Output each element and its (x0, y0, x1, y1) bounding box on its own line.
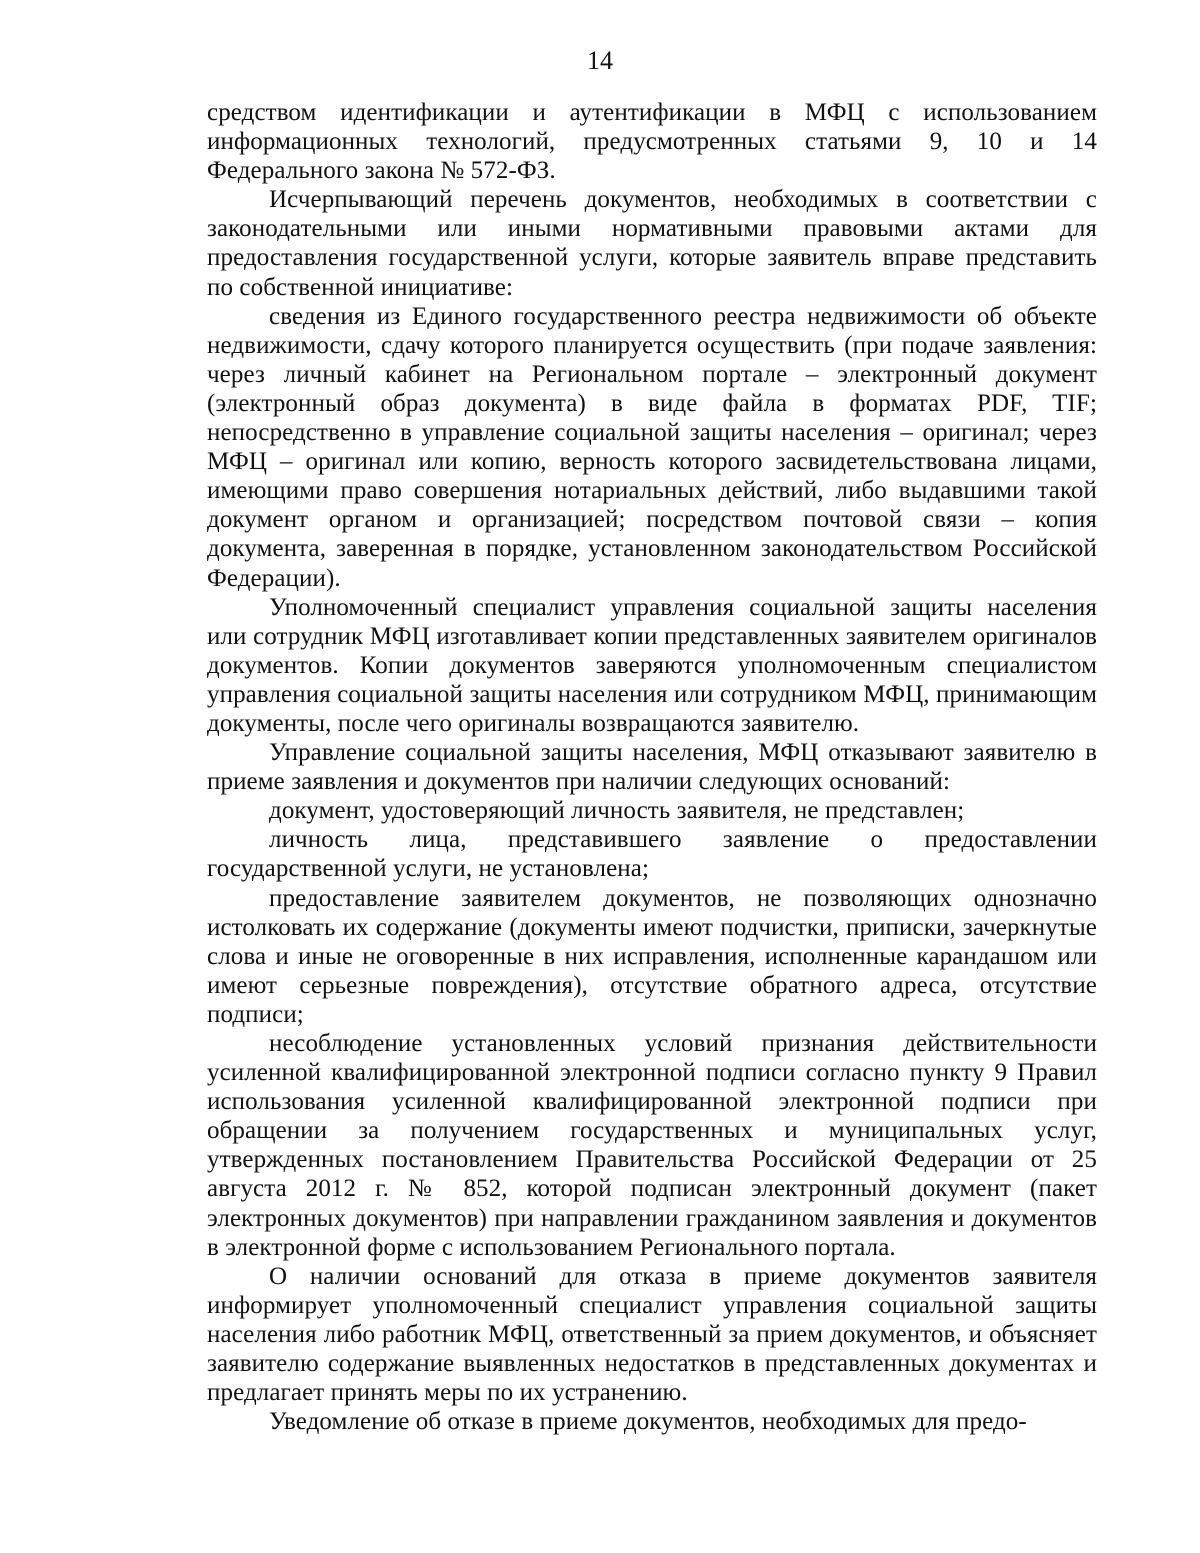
paragraph-informing: О наличии оснований для отказа в приеме документов заявителя информирует уполномоченный специалист управления социальной защиты населения либо работник МФЦ, ответственный за прием документов, и объясняет заявителю содержание выявленных недостатков в представленных документах и предлагает принять меры по их устранению. (207, 1262, 1097, 1407)
document-body (207, 98, 1097, 1436)
paragraph-refusal-grounds: Управление социальной защиты населения, МФЦ отказывают заявителю в приеме заявления и документов при наличии следующих оснований: (207, 739, 1097, 796)
paragraph-documents-list-intro: Исчерпывающий перечень документов, необходимых в соответствии с законодательными или иными нормативными правовыми актами для предоставления государственной услуги, которые заявитель вправе представить по собственной инициативе: (207, 186, 1097, 301)
list-item-unreadable-documents: предоставление заявителем документов, не позволяющих однозначно истолковать их содержание (документы имеют подчистки, приписки, зачеркнутые слова и иные не оговоренные в них исправления, исполненные карандашом или имеют серьезные повреждения), отсутствие обратного адреса, отсутствие подписи; (207, 884, 1097, 1028)
list-item-identity-not-established: личность лица, представившего заявление о предоставлении государственной услуги, не установлена; (207, 826, 1097, 883)
list-item-signature-invalid: несоблюдение установленных условий признания действительности усиленной квалифицированной электронной подписи согласно пункту 9 Правил использования усиленной квалифицированной электронной подписи при обращении за получением государственных и муниципальных услуг, утвержденных постановлением Правительства Российской Федерации от 25 августа 2012 г. № 852, которой подписан электронный документ (пакет электронных документов) при направлении гражданином заявления и документов в электронной форме с использованием Регионального портала. (207, 1030, 1097, 1261)
paragraph-continuation: средством идентификации и аутентификации в МФЦ с использованием информационных технологий, предусмотренных статьями 9, 10 и 14 Федерального закона № 572-ФЗ. (207, 99, 1097, 185)
paragraph-notice-start: Уведомление об отказе в приеме документов, необходимых для предо- (269, 1408, 1027, 1436)
paragraph-egrn-info: сведения из Единого государственного реестра недвижимости об объекте недвижимости, сдачу которого планируется осуществить (при подаче заявления: через личный кабинет на Региональном портале – электронный документ (электронный образ документа) в виде файла в форматах PDF, TIF; непосредственно в управление социальной защиты населения – оригинал; через МФЦ – оригинал или копию, верность которого засвидетельствована лицами, имеющими право совершения нотариальных действий, либо выдавшими такой документ органом и организацией; посредством почтовой связи – копия документа, заверенная в порядке, установленном законодательством Российской Федерации). (207, 302, 1097, 592)
page-number: 14 (587, 46, 613, 75)
list-item-identity-document: документ, удостоверяющий личность заявителя, не представлен; (269, 797, 965, 825)
paragraph-copies: Уполномоченный специалист управления социальной защиты населения или сотрудник МФЦ изготавливает копии представленных заявителем оригиналов документов. Копии документов заверяются уполномоченным специалистом управления социальной защиты населения или сотрудником МФЦ, принимающим документы, после чего оригиналы возвращаются заявителю. (207, 593, 1097, 737)
